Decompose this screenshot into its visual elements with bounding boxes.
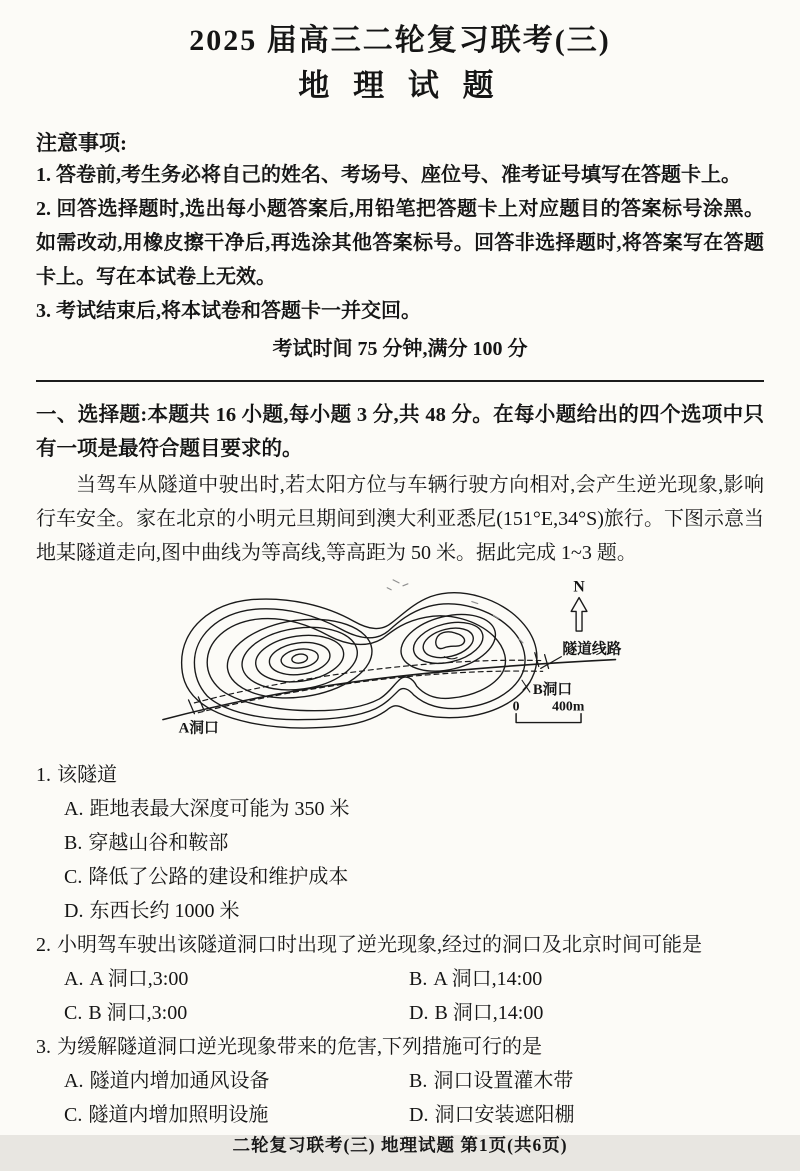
notice-heading: 注意事项: [36, 131, 127, 155]
option-label: A. [64, 798, 84, 820]
option-text: 穿越山谷和鞍部 [88, 832, 229, 854]
question-number: 1. [36, 764, 51, 786]
option-label: B. [64, 832, 83, 854]
option-label: C. [64, 866, 83, 888]
option-2d [409, 996, 764, 1030]
option-label: A. [64, 968, 84, 990]
option-label: D. [64, 900, 84, 922]
notice-item-3: 3. 考试结束后,将本试卷和答题卡一并交回。 [36, 300, 421, 322]
contour-map [145, 574, 657, 756]
option-label: B. [409, 1070, 428, 1092]
option-label: C. [64, 1002, 83, 1024]
option-label: D. [409, 1104, 429, 1126]
option-2a [64, 962, 409, 996]
page-footer: 二轮复习联考(三) 地理试题 第1页(共6页) [232, 1135, 568, 1155]
north-label: N [573, 578, 585, 596]
option-3d [409, 1098, 764, 1132]
portal-a-label: A洞口 [178, 720, 219, 737]
option-label: C. [64, 1104, 83, 1126]
option-text: 距地表最大深度可能为 350 米 [89, 798, 350, 820]
option-1b [64, 826, 764, 860]
section-divider [36, 380, 764, 382]
question-3 [36, 1030, 764, 1132]
question-1-stem: 1. 该隧道 [36, 764, 117, 786]
option-label: A. [64, 1070, 84, 1092]
option-text: B 洞口,14:00 [434, 1002, 544, 1024]
option-text: 隧道内增加照明设施 [88, 1104, 269, 1126]
option-3c [64, 1098, 409, 1132]
option-3a [64, 1064, 409, 1098]
option-2b [409, 962, 764, 996]
exam-duration-info: 考试时间 75 分钟,满分 100 分 [272, 338, 528, 360]
option-text: A 洞口,14:00 [433, 968, 543, 990]
contour-map-figure [145, 574, 657, 756]
notice-item-2: 2. 回答选择题时,选出每小题答案后,用铅笔把答题卡上对应题目的答案标号涂黑。如需改动,用橡皮擦干净后,再选涂其他答案标号。回答非选择题时,将答案写在答题卡上。写在本试卷上无效。 [36, 198, 764, 288]
option-label: B. [409, 968, 428, 990]
portal-b-label: B洞口 [532, 682, 573, 699]
portal-b-mark [522, 680, 530, 692]
scale-distance-label: 400m [552, 698, 585, 714]
notice-section [36, 128, 764, 366]
option-text: A 洞口,3:00 [89, 968, 189, 990]
section-heading: 一、选择题:本题共 16 小题,每小题 3 分,共 48 分。在每小题给出的四个选项中只有一项是最符合题目要求的。 [36, 404, 764, 460]
option-text: 隧道内增加通风设备 [89, 1070, 270, 1092]
option-text: 降低了公路的建设和维护成本 [88, 866, 349, 888]
option-3b [409, 1064, 764, 1098]
notice-item-1: 1. 答卷前,考生务必将自己的姓名、考场号、座位号、准考证号填写在答题卡上。 [36, 164, 741, 186]
option-1c [64, 860, 764, 894]
exam-subtitle: 地 理 试 题 [298, 68, 502, 103]
scale-zero-label: 0 [512, 698, 520, 714]
tunnel-route-label: 隧道线路 [562, 641, 622, 658]
question-number: 2. [36, 934, 51, 956]
option-label: D. [409, 1002, 429, 1024]
question-passage: 当驾车从隧道中驶出时,若太阳方位与车辆行驶方向相对,会产生逆光现象,影响行车安全。家在北京的小明元旦期间到澳大利亚悉尼(151°E,34°S)旅行。下图示意当地某隧道走向,图中曲线为等高线,等高距为 50 米。据此完成 1~3 题。 [36, 474, 764, 564]
option-text: 洞口设置灌木带 [433, 1070, 574, 1092]
north-arrow-icon [571, 598, 587, 631]
question-number: 3. [36, 1036, 51, 1058]
option-text: 洞口安装遮阳棚 [434, 1104, 575, 1126]
question-1 [36, 758, 764, 928]
option-text: B 洞口,3:00 [88, 1002, 188, 1024]
option-1a [64, 792, 764, 826]
scale-bar [516, 714, 581, 723]
question-3-stem: 3. 为缓解隧道洞口逆光现象带来的危害,下列措施可行的是 [36, 1036, 542, 1058]
exam-title: 2025 届高三二轮复习联考(三) [189, 24, 611, 57]
question-2-stem: 2. 小明驾车驶出该隧道洞口时出现了逆光现象,经过的洞口及北京时间可能是 [36, 934, 702, 956]
option-1d [64, 894, 764, 928]
option-2c [64, 996, 409, 1030]
question-2 [36, 928, 764, 1030]
option-text: 东西长约 1000 米 [89, 900, 240, 922]
